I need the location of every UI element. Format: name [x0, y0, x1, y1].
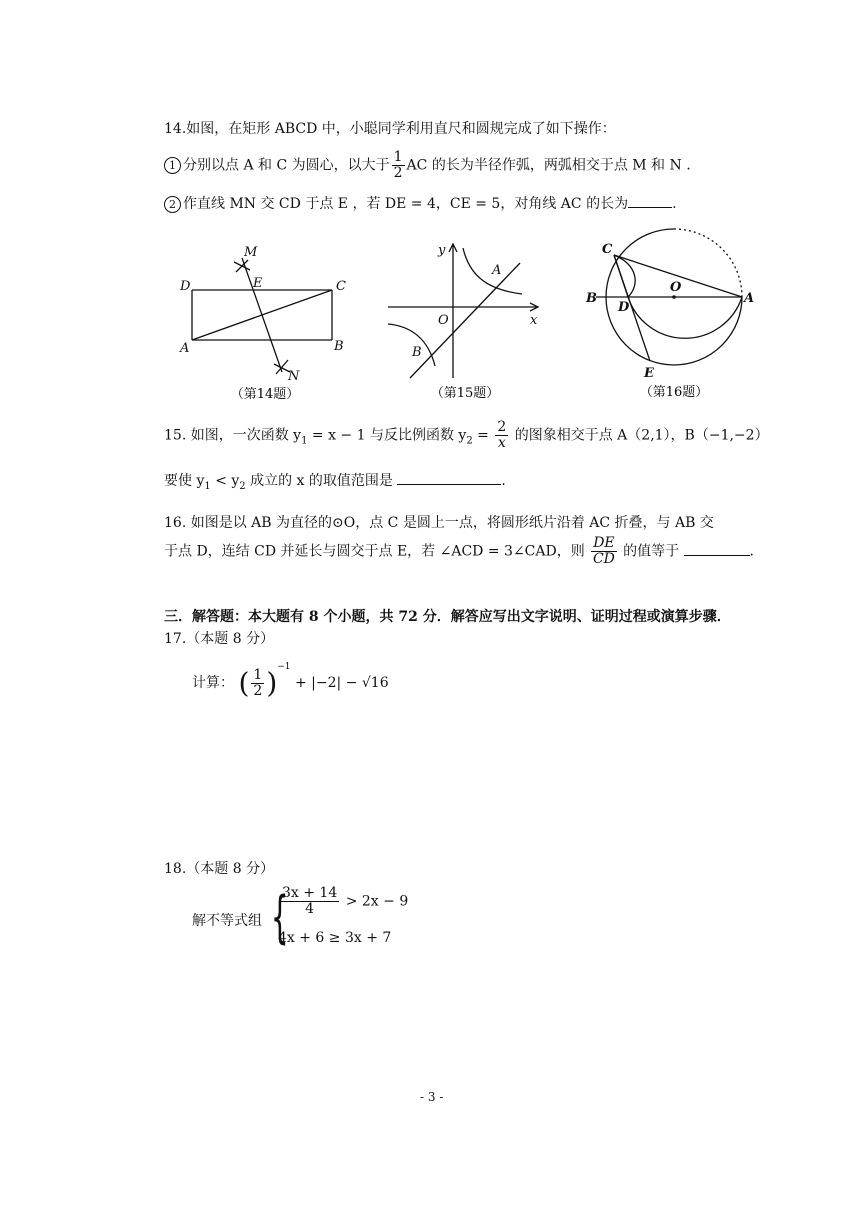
section-3-header: 三．解答题：本大题有 8 个小题，共 72 分．解答应写出文字说明、证明过程或演算步骤． — [164, 609, 731, 625]
figure-14-caption: （第14题） — [230, 387, 300, 402]
q16-line1: 16. 如图是以 AB 为直径的⊙O，点 C 是圆上一点，将圆形纸片沿着 AC 折叠，与 AB 交 — [164, 515, 714, 531]
figure-15 — [380, 238, 550, 405]
figure-15-caption: （第15题） — [430, 386, 500, 401]
step2-circled-number: 2 — [164, 196, 181, 213]
q14-fraction: $\frac{1}{2}$ — [393, 149, 403, 181]
page-number: - 3 - — [420, 1090, 444, 1104]
center-point-o — [672, 295, 676, 299]
q14-step2: 2 作直线 MN 交 CD 于点 E ，若 DE = 4，CE = 5，对角线 AC 的长为 . — [164, 193, 677, 213]
q15-answer-blank[interactable] — [397, 484, 501, 485]
q16-fraction: $\frac{DE}{CD}$ — [592, 535, 615, 567]
linear-function-line — [410, 263, 520, 378]
step1-circled-number: 1 — [164, 157, 181, 174]
q16-answer-blank[interactable] — [684, 555, 750, 556]
label-c: C — [602, 242, 613, 257]
folded-arc — [628, 297, 742, 338]
q14-step2-text: 作直线 MN 交 CD 于点 E ，若 DE = 4，CE = 5，对角线 AC 的长为 — [183, 196, 629, 212]
label-y: y — [438, 243, 446, 258]
inequality-2: 4x + 6 ≥ 3x + 7 — [278, 930, 392, 946]
q17-title: 17.（本题 8 分） — [164, 631, 275, 647]
label-n: N — [288, 369, 300, 384]
inequality-1: $\frac{3x + 14}{4}$ > 2x − 9 — [282, 885, 409, 917]
figure-16-caption: （第16题） — [639, 385, 709, 400]
label-e: E — [253, 276, 263, 291]
figure-14 — [170, 240, 370, 405]
q15-line1: 15. 如图，一次函数 $y_1 = x - 1$ 与反比例函数 $y_2$ = $\frac{2}{x}$ 的图象相交于点 A（2,1），B（−1,−2） — [164, 419, 769, 451]
label-a: A — [492, 263, 502, 278]
q14-step1-text-a: 分别以点 A 和 C 为圆心，以大于 — [183, 157, 390, 174]
q14-answer-blank[interactable] — [628, 207, 672, 208]
label-b: B — [334, 339, 344, 354]
label-b: B — [412, 345, 422, 360]
figure-16 — [578, 225, 758, 405]
label-d: D — [180, 279, 191, 294]
q14-step1-text-b: AC 的长为半径作弧，两弧相交于点 M 和 N . — [406, 157, 691, 174]
q14-stem: 14.如图，在矩形 ABCD 中，小聪同学利用直尺和圆规完成了如下操作： — [164, 121, 616, 137]
q16-line2: 于点 D，连结 CD 并延长与圆交于点 E，若 ∠ACD = 3∠CAD，则 $\frac{DE}{CD}$ 的值等于 . — [164, 535, 754, 567]
circle-dotted-arc — [674, 229, 742, 297]
label-b: B — [586, 291, 597, 306]
arc-mark-m — [234, 260, 250, 272]
q15-fraction: $\frac{2}{x}$ — [497, 419, 507, 451]
q17-expression: 计算： ( $\frac{1}{2}$ )$^{-1}$ + |−2| − √16 — [192, 662, 389, 700]
q18-title: 18.（本题 8 分） — [164, 861, 275, 877]
q18-label: 解不等式组 — [192, 913, 262, 929]
brace-icon: { — [270, 885, 289, 950]
label-o: O — [670, 280, 682, 295]
label-a: A — [744, 291, 755, 306]
label-a: A — [180, 341, 190, 356]
label-x: x — [530, 313, 538, 328]
label-d: D — [618, 300, 630, 315]
label-e: E — [644, 366, 654, 381]
label-c: C — [336, 279, 346, 294]
label-m: M — [244, 245, 258, 260]
q15-line2: 要使 $y_1 < y_2$ 成立的 x 的取值范围是 . — [164, 473, 506, 492]
label-o: O — [438, 313, 449, 328]
q14-step1 — [164, 150, 691, 181]
